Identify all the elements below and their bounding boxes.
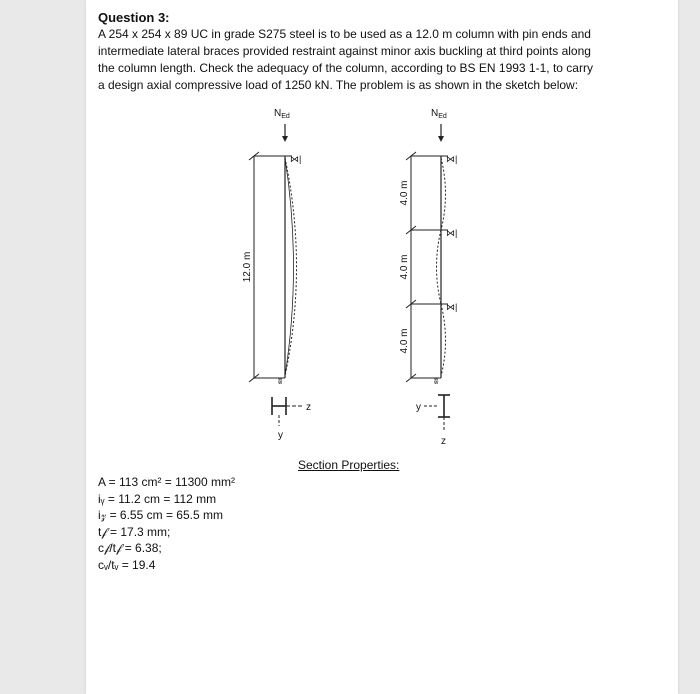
property-cf-tf: c𝒻/t𝒻 = 6.38; xyxy=(98,541,162,555)
left-top-brace-symbol: ⋈| xyxy=(290,154,302,164)
right-load-label xyxy=(431,108,447,120)
property-cw-tw: cᵥ/tᵥ = 19.4 xyxy=(98,557,156,572)
right-segment-label-3: 4.0 m xyxy=(399,328,410,354)
right-segment-label-1: 4.0 m xyxy=(399,180,410,206)
right-buckled-shape-2 xyxy=(437,230,442,304)
right-buckled-shape-3 xyxy=(441,304,446,376)
right-brace-symbol-3: ⋈| xyxy=(446,302,458,312)
left-load-label xyxy=(274,108,290,120)
left-axis-y-label: y xyxy=(278,430,283,441)
right-buckled-shape-1 xyxy=(441,158,446,230)
left-pin-support: ʬ xyxy=(278,376,283,386)
document-page xyxy=(86,0,678,694)
right-load-arrowhead xyxy=(438,136,444,142)
right-section-symbol xyxy=(438,395,450,417)
right-load-label-sub: Ed xyxy=(438,113,447,120)
right-column-diagram xyxy=(399,108,457,447)
left-load-label-sub: Ed xyxy=(281,113,290,120)
right-brace-symbol-2: ⋈| xyxy=(446,228,458,238)
column-sketch xyxy=(86,0,678,694)
property-tf: t𝒻 = 17.3 mm; xyxy=(98,524,171,539)
right-pin-support: ʬ xyxy=(434,376,439,386)
property-iz: i𝓏 = 6.55 cm = 65.5 mm xyxy=(98,508,223,522)
left-length-label: 12.0 m xyxy=(242,251,253,283)
section-properties-title: Section Properties: xyxy=(298,458,400,472)
right-axis-y-label: y xyxy=(416,402,421,413)
question-text: A 254 x 254 x 89 UC in grade S275 steel is to be used as a 12.0 m column with pin ends and intermediate lateral braces provided restraint against minor axis buckling at third points along the column length. Check the adequacy of the column, according to BS EN 1993 1-1, to carry a design axial compressive load of 1250 kN. The problem is as shown in the sketch below: xyxy=(98,27,593,92)
left-buckled-shape-2 xyxy=(285,158,294,376)
left-section-symbol xyxy=(272,397,286,415)
right-load-label-N: N xyxy=(431,108,439,119)
right-segment-label-2: 4.0 m xyxy=(399,254,410,280)
property-iy: iᵧ = 11.2 cm = 112 mm xyxy=(98,491,217,506)
left-axis-z-label: z xyxy=(306,402,311,413)
left-buckled-shape xyxy=(285,158,297,376)
left-load-label-N: N xyxy=(274,108,282,119)
question-title: Question 3: xyxy=(98,10,170,25)
right-brace-symbol-1: ⋈| xyxy=(446,154,458,164)
right-axis-z-label: z xyxy=(441,436,446,447)
property-area: A = 113 cm² = 11300 mm² xyxy=(98,475,235,489)
section-properties-list xyxy=(98,474,235,573)
left-load-arrowhead xyxy=(282,136,288,142)
left-column-diagram xyxy=(242,108,311,441)
